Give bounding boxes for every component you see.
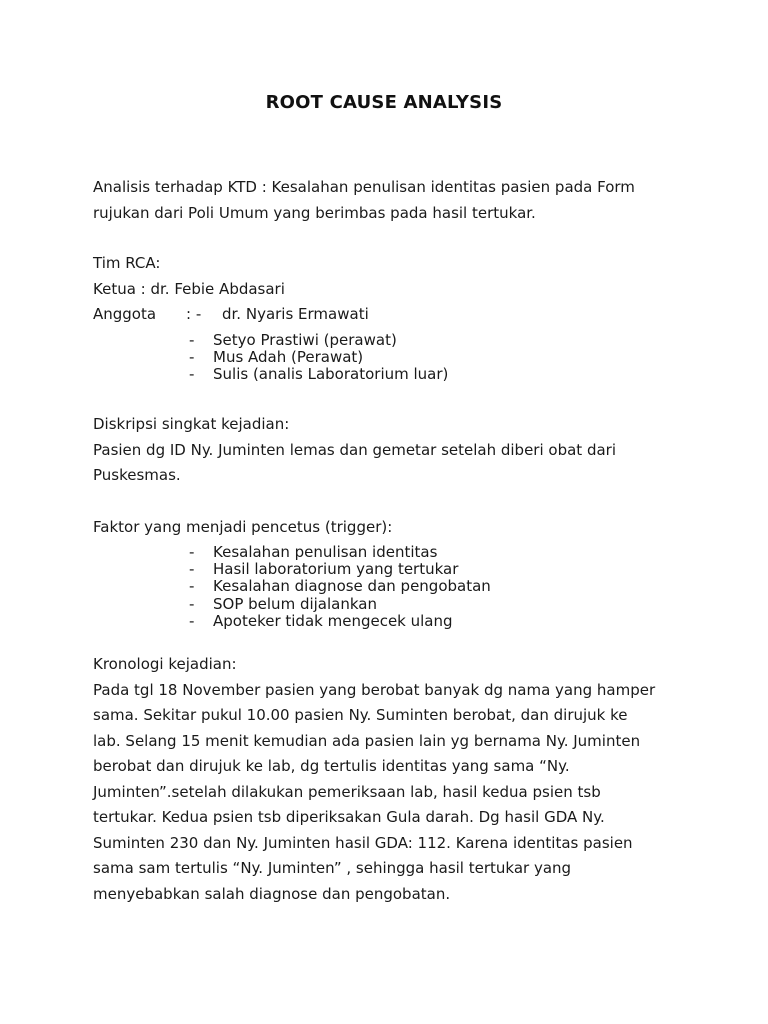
- deskripsi-line-2: Puskesmas.: [93, 466, 181, 484]
- deskripsi-line-1: Pasien dg ID Ny. Juminten lemas dan gemetar setelah diberi obat dari: [93, 440, 616, 459]
- faktor-items-list: [189, 544, 491, 630]
- tim-rca-section: [93, 251, 693, 328]
- kronologi-line: sama. Sekitar pukul 10.00 pasien Ny. Suminten berobat, dan dirujuk ke: [93, 706, 628, 724]
- list-dash: -: [189, 577, 195, 596]
- kronologi-line: Pada tgl 18 November pasien yang berobat banyak dg nama yang hamper: [93, 680, 656, 699]
- member-name: Sulis (analis Laboratorium luar): [213, 365, 449, 384]
- list-dash: -: [189, 331, 195, 349]
- tim-anggota-line: [93, 302, 693, 328]
- analisis-section: [93, 175, 693, 226]
- faktor-item: Kesalahan diagnose dan pengobatan: [213, 577, 491, 596]
- anggota-first-member: dr. Nyaris Ermawati: [222, 305, 369, 323]
- kronologi-line: tertukar. Kedua psien tsb diperiksakan Gula darah. Dg hasil GDA Ny.: [93, 808, 605, 826]
- tim-ketua: Ketua : dr. Febie Abdasari: [93, 279, 285, 298]
- document-title: ROOT CAUSE ANALYSIS: [265, 92, 503, 113]
- anggota-members-list: [189, 332, 448, 384]
- anggota-label: Anggota: [93, 305, 157, 323]
- list-item: [189, 613, 491, 630]
- deskripsi-section: [93, 412, 693, 489]
- analisis-line-2: rujukan dari Poli Umum yang berimbas pada hasil tertukar.: [93, 203, 536, 222]
- kronologi-line: Suminten 230 dan Ny. Juminten hasil GDA: 112. Karena identitas pasien: [93, 833, 633, 852]
- list-item: [189, 349, 448, 366]
- faktor-section: [93, 515, 693, 541]
- list-item: [189, 544, 491, 561]
- list-dash: -: [189, 560, 195, 579]
- list-dash: -: [189, 348, 195, 367]
- member-name: Mus Adah (Perawat): [213, 348, 364, 367]
- list-dash: -: [189, 543, 195, 561]
- faktor-item: Hasil laboratorium yang tertukar: [213, 560, 459, 579]
- faktor-item: Apoteker tidak mengecek ulang: [213, 611, 453, 630]
- kronologi-section: [93, 652, 693, 907]
- kronologi-heading: Kronologi kejadian:: [93, 655, 237, 673]
- list-item: [189, 596, 491, 613]
- faktor-heading: Faktor yang menjadi pencetus (trigger):: [93, 518, 393, 536]
- analisis-line-1: Analisis terhadap KTD : Kesalahan penulisan identitas pasien pada Form: [93, 178, 635, 196]
- list-item: [189, 332, 448, 349]
- faktor-item: SOP belum dijalankan: [213, 594, 377, 613]
- kronologi-line: Juminten”.setelah dilakukan pemeriksaan lab, hasil kedua psien tsb: [93, 782, 601, 801]
- faktor-item: Kesalahan penulisan identitas: [213, 543, 438, 561]
- list-dash: -: [189, 594, 195, 613]
- list-item: [189, 561, 491, 578]
- list-dash: -: [189, 611, 195, 630]
- kronologi-line: lab. Selang 15 menit kemudian ada pasien lain yg bernama Ny. Juminten: [93, 731, 641, 750]
- deskripsi-heading: Diskripsi singkat kejadian:: [93, 415, 290, 433]
- kronologi-line: sama sam tertulis “Ny. Juminten” , sehingga hasil tertukar yang: [93, 859, 572, 877]
- list-dash: -: [189, 365, 195, 384]
- list-item: [189, 578, 491, 595]
- kronologi-line: berobat dan dirujuk ke lab, dg tertulis identitas yang sama “Ny.: [93, 757, 570, 775]
- tim-rca-heading: Tim RCA:: [93, 254, 161, 272]
- list-item: [189, 366, 448, 383]
- member-name: Setyo Prastiwi (perawat): [213, 331, 397, 349]
- kronologi-line: menyebabkan salah diagnose dan pengobatan.: [93, 884, 451, 903]
- anggota-separator: : -: [186, 305, 202, 323]
